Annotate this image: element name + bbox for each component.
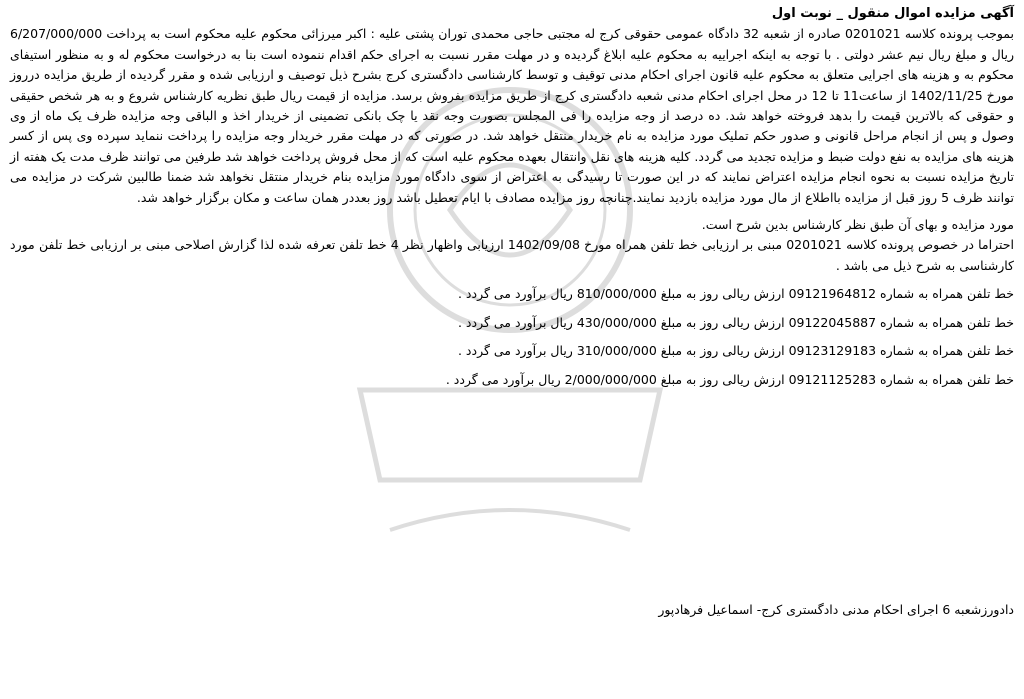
notice-body: بموجب پرونده کلاسه 0201021 صادره از شعبه 32 دادگاه عمومی حقوقی کرج له مجتبی حاجی محمدی توران پشتی علیه : اکبر میرزائی محکوم علیه محکوم است به پرداخت 6/207/000/000 ریال و مبلغ ریال نیم عشر دولتی . با توجه به اینکه اجراییه به محکوم علیه ابلاغ گردیده و در مهلت مقرر نسبت به اجرای حکم اقدام ننموده است بنا به درخواست محکوم له و به منظور استیفای محکوم به و هزینه های اجرایی متعلق به محکوم علیه قانون اجرای احکام مدنی توقیف و توسط کارشناسی دادگستری کرج بشرح ذیل توصیف و ارزیابی شده و مقرر گردیده از طریق مزایده درروز مورخ 1402/11/25 از ساعت11 تا 12 در محل اجرای احکام مدنی شعبه دادگستری کرج از طریق مزایده بفروش برسد. مزایده از قیمت ریال طبق نظریه کارشناس شروع و به هر شخص حقیقی و حقوقی که بالاترین قیمت را بدهد فروخته خواهد شد. ده درصد از وجه مزایده را فی المجلس بصورت وجه نقد یا چک بانکی تضمینی از خریدار اخذ و الباقی وجه مزایده ظرف یک ماه از وی وصول و پس از انجام مراحل قانونی و صدور حکم تملیک مورد مزایده به نام خریدار منتقل خواهد شد. در صورتی که در مهلت مقرر خریدار وجه مزایده را پرداخت ننماید سپرده وی پس از کسر هزینه های مزایده به نفع دولت ضبط و مزایده تجدید می گردد. کلیه هزینه های نقل وانتقال بعهده محکوم علیه است که از محل فروش پرداخت خواهد شد طرفین می توانند ظرف مدت یک هفته از تاریخ مزایده نسبت به نحوه انجام مزایده اعتراض نمایند که در این صورت تا رسیدگی به اعتراض از سوی دادگاه مورد مزایده بنام خریدار منتقل نخواهد شد ضمنا طالبین شرکت در مزایده می توانند ظرف 5 روز قبل از مزایده بااطلاع از مال مورد مزایده بازدید نمایند.چنانچه روز مزایده مصادف با ایام تعطیل باشد روز بعددر همان ساعت و مکان برگزار خواهد شد.: [10, 26, 1015, 205]
phone-line-item-3: خط تلفن همراه به شماره 09123129183 ارزش ریالی روز به مبلغ 310/000/000 ریال برآورد می گردد .: [457, 343, 1014, 359]
expert-report-intro: احتراما در خصوص پرونده کلاسه 0201021 مبنی بر ارزیابی خط تلفن همراه مورخ 1402/09/08 ارزیابی واظهار نظر 4 خط تلفن تعرفه شده لذا گزارش اصلاحی مبنی بر ارزیابی خط تلفن مورد کارشناسی به شرح ذیل می باشد .: [10, 237, 1014, 273]
phone-line-item-4: خط تلفن همراه به شماره 09121125283 ارزش ریالی روز به مبلغ 2/000/000/000 ریال برآورد می گردد .: [445, 371, 1014, 387]
phone-line-item-1: خط تلفن همراه به شماره 09121964812 ارزش ریالی روز به مبلغ 810/000/000 ریال برآورد می گردد .: [457, 286, 1014, 302]
phone-line-item-2: خط تلفن همراه به شماره 09122045887 ارزش ریالی روز به مبلغ 430/000/000 ریال برآورد می گردد .: [457, 314, 1014, 330]
notice-title: آگهی مزایده اموال منقول _ نوبت اول: [771, 6, 1014, 21]
auction-notice: [10, 4, 1014, 390]
signature-line: دادورزشعبه 6 اجرای احکام مدنی دادگستری کرج- اسماعیل فرهادپور: [658, 602, 1014, 617]
auction-subject: مورد مزایده و بهای آن طبق نظر کارشناس بدین شرح است.: [701, 217, 1014, 233]
